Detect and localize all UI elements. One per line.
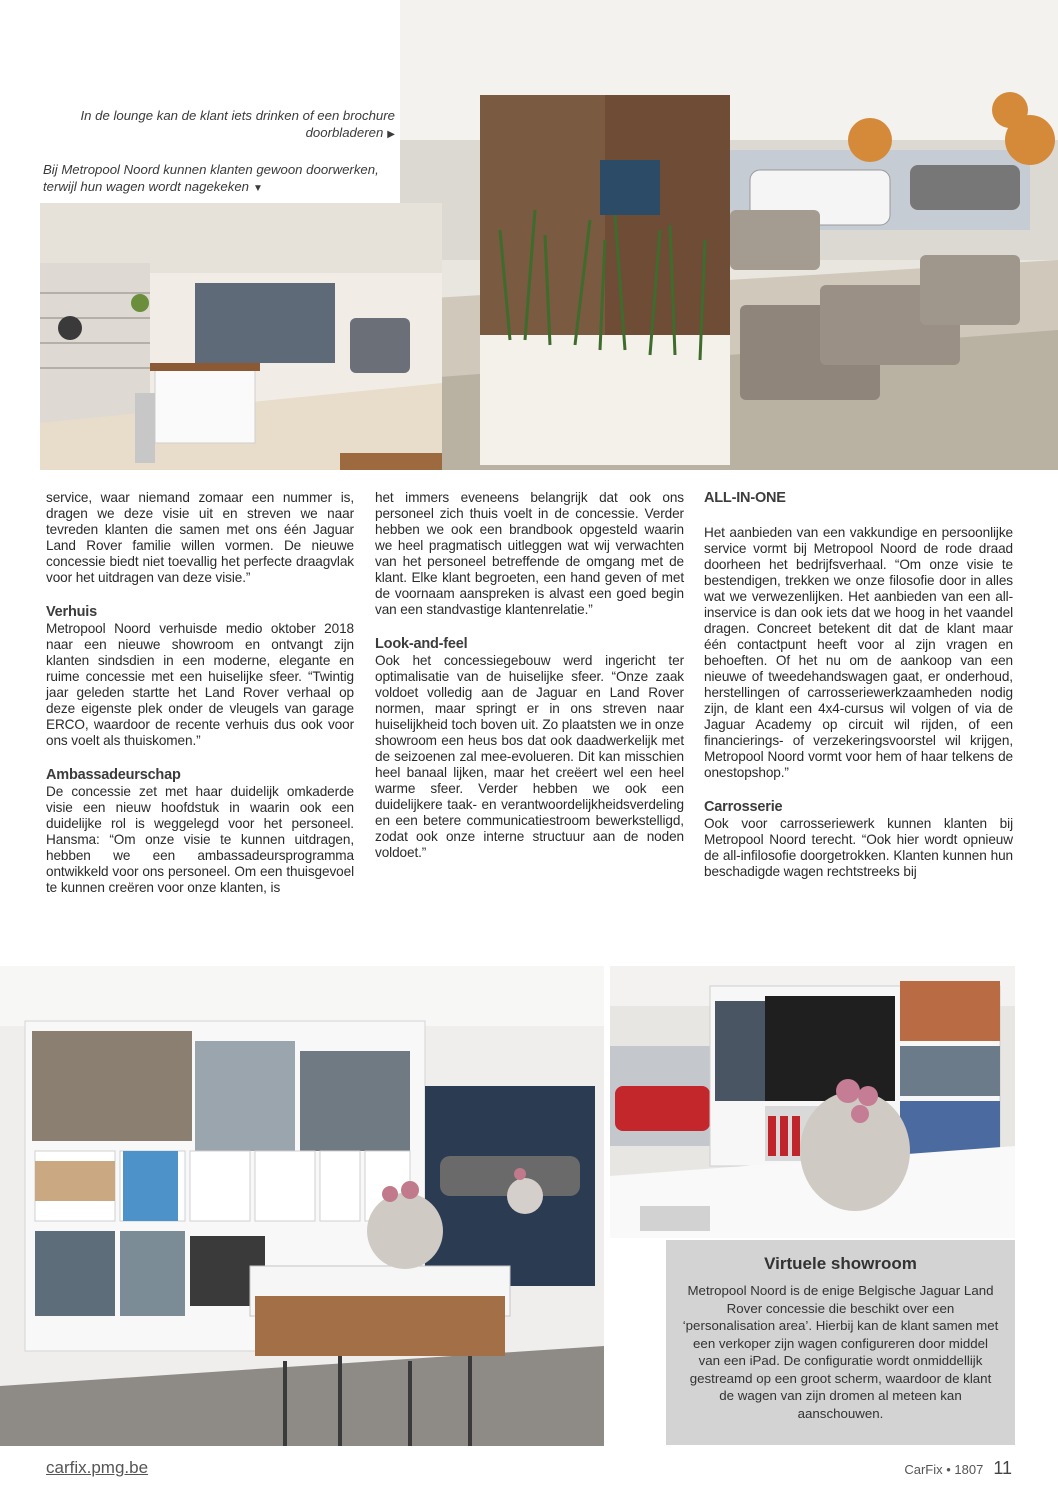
col1-ambassadeurschap-text: De concessie zet met haar duidelijk omkaderde visie een nieuw hoofdstuk in waarin ook een duidelijke rol is weggelegd voor het personeel. Hansma: “Om onze visie te kunnen uitdragen, hebben we een ambassadeursprogramma ontwikkeld voor ons personeel. Om een thuisgevoel te kunnen creëren voor onze klanten, is [46,784,354,895]
col2-paragraph: het immers eveneens belangrijk dat ook ons personeel zich thuis voelt in de concessie. Verder hebben we ook een brandbook opgesteld waarin we heel pragmatisch uitleggen wat wij verwachten van het personeel betreffende de omgang met de klant. Elke klant begroeten, een hand geven of met de voornaam aanspreken is alvast een goed begin van een standvastige klantenrelatie.” [375,490,684,617]
virtual-showroom-title: Virtuele showroom [764,1254,917,1273]
lounge-photo [400,0,1058,470]
col1-paragraph: service, waar niemand zomaar een nummer is, dragen we deze visie uit en streven we naar tevreden klanten die samen met ons één Jaguar Land Rover familie willen vormen. De nieuwe concessie biedt niet toevallig het perfecte draagvlak voor het uitdragen van deze visie.” [46,490,354,585]
article-column-3 [704,490,1013,880]
showroom-photo [0,966,604,1446]
col3-allinone-text: Het aanbieden van een vakkundige en persoonlijke service vormt bij Metropool Noord de rode draad doorheen het bedrijfsverhaal. “Om onze visie te bestendigen, trekken we onze filosofie door in alles wat we verwezenlijken. Het aanbieden van een all-inservice is dan ook iets dat we hoog in het vaandel dragen. Concreet betekent dit dat de klant maar één contactpunt heeft voor al zijn vragen en behoeften. Of het nu om de aankoop van een nieuwe of tweedehandswagen gaat, er onderhoud, herstellingen of carrosseriewerkzaamheden nodig zijn, de klant een 4x4-cursus wil volgen of via de Jaguar Academy op circuit wil rijden, of een financierings- of verzekeringsvoorstel wil krijgen, Metropool Noord vormt voor hem of haar telkens de onestopshop.” [704,525,1013,780]
caption-work [43,161,393,197]
col2-look-text: Ook het concessiegebouw werd ingericht ter optimalisatie van de huiselijke sfeer. “Onze zaak voldoet volledig aan de Jaguar en Land Rover normen, maar springt er in ons streven naar huiselijkheid toch boven uit. Zo plaatsten we in onze showroom een heus bos dat ook daadwerkelijk met de seizoenen zal mee-evolueren. Dit kan misschien heel banaal lijken, maar het creëert wel een heel warme sfeer. Verder hebben we ook een duidelijkere taak- en verantwoordelijkheidsverdeling en een betere communicatiestroom bewerkstelligd, zodat ook onze interne structuur aan de noden voldoet.” [375,653,684,860]
heading-all-in-one: ALL-IN-ONE [704,490,786,506]
caption-lounge [60,107,395,143]
caption-lounge-text: In de lounge kan de klant iets drinken of een brochure doorbladeren [80,108,395,140]
col1-verhuis-text: Metropool Noord verhuisde medio oktober 2018 naar een nieuwe showroom en ontvangt zijn klanten sindsdien in een moderne, elegante en ruime concessie met een huiselijke sfeer. “Twintig jaar geleden startte het Land Rover verhaal op deze eigenste plek onder de vleugels van garage ERCO, waardoor de recente verhuis dus ook voor ons voelt als thuiskomen.” [46,621,354,748]
heading-verhuis: Verhuis [46,604,97,620]
footer-issue [904,1458,1012,1479]
article-column-2 [375,490,684,861]
heading-look-and-feel: Look-and-feel [375,636,468,652]
footer-site-link[interactable]: carfix.pmg.be [46,1458,149,1477]
heading-carrosserie: Carrosserie [704,799,783,815]
virtual-showroom-box [666,1240,1015,1445]
work-area-photo [40,203,442,470]
col3-carrosserie-text: Ook voor carrosseriewerk kunnen klanten bij Metropool Noord terecht. “Ook hier wordt opnieuw de all-infilosofie doorgetrokken. Klanten kunnen hun beschadigde wagen rechtstreeks bij [704,816,1013,879]
triangle-right-icon: ▶ [387,129,395,140]
article-column-1 [46,490,354,896]
caption-work-text: Bij Metropool Noord kunnen klanten gewoon doorwerken, terwijl hun wagen wordt nagekeken [43,162,379,194]
heading-ambassadeurschap: Ambassadeurschap [46,767,181,783]
personalisation-area-photo [610,966,1015,1238]
page-number: 11 [993,1458,1012,1478]
footer-issue-label: CarFix • 1807 [904,1462,984,1477]
triangle-down-icon: ▼ [253,183,263,194]
virtual-showroom-text: Metropool Noord is de enige Belgische Jaguar Land Rover concessie die beschikt over een ‘personalisation area’. Hierbij kan de klant samen met een verkoper zijn wagen configureren door middel van een iPad. De configuratie wordt onmiddellijk gestreamd op een groot scherm, waardoor de klant de wagen van zijn dromen al meteen kan aanschouwen. [682,1283,999,1421]
